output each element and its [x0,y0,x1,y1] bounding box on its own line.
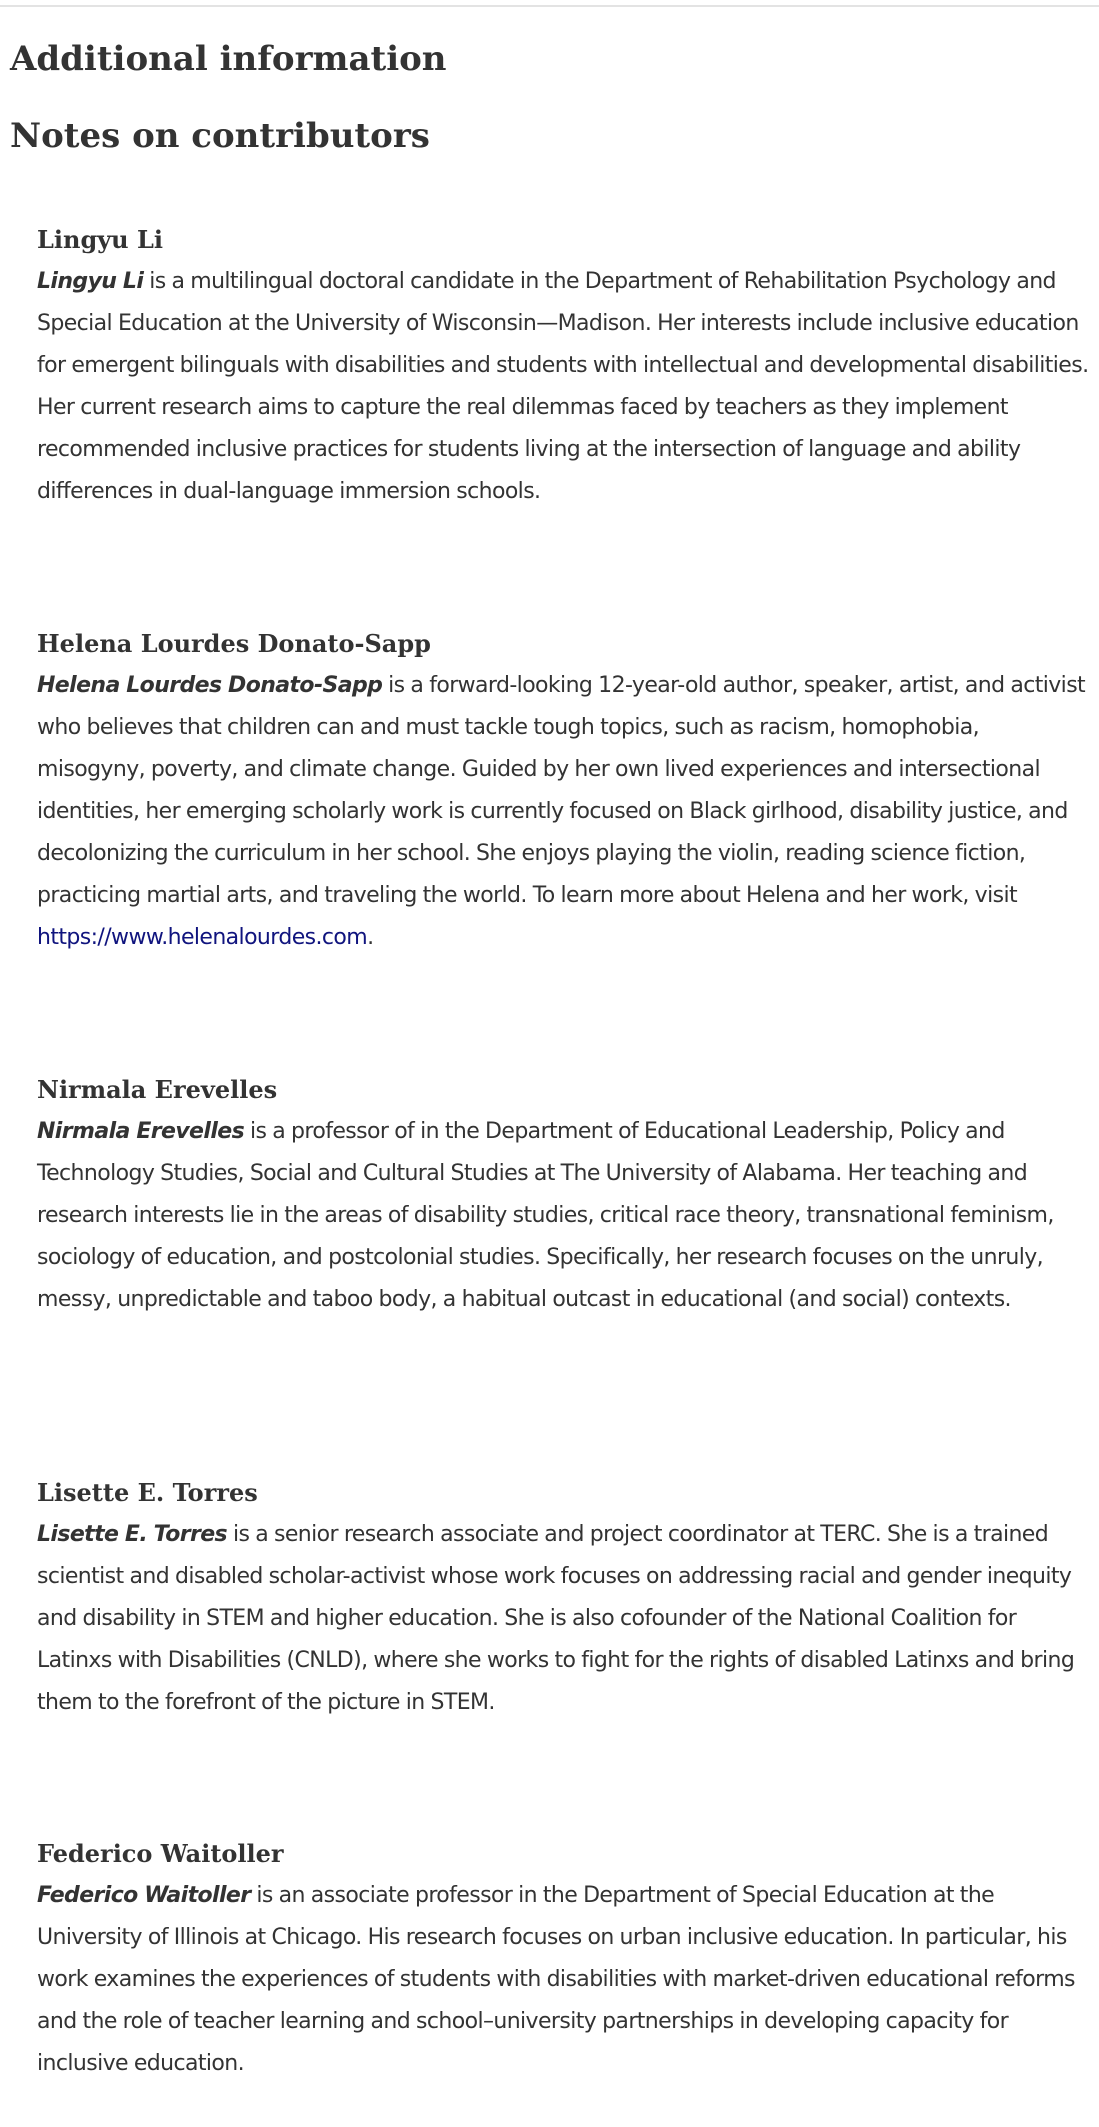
bio-text: is a senior research associate and project coordinator at TERC. She is a trained scientist and disabled scholar-activist whose work focuses on addressing racial and gender inequity and disability in STEM and higher education. She is also cofounder of the National Coalition for Latinxs with Disabilities (CNLD), where she works to fight for the rights of disabled Latinxs and bring them to the forefront of the picture in STEM. [37,1522,1075,1715]
bio-text-end: . [367,925,374,950]
additional-information-heading: Additional information [10,39,447,79]
contributor-name: Helena Lourdes Donato-Sapp [37,629,431,658]
contributor-federico-waitoller [37,1837,1089,2085]
contributor-helena-lourdes-donato-sapp [37,627,1089,959]
bio-name: Helena Lourdes Donato-Sapp [37,673,383,698]
bio-name: Federico Waitoller [37,1883,251,1908]
bio-name: Lingyu Li [37,269,144,294]
bio-name: Nirmala Erevelles [37,1119,245,1144]
contributor-bio [37,665,1089,959]
notes-on-contributors-heading: Notes on contributors [10,116,430,156]
helena-website-link[interactable]: https://www.helenalourdes.com [37,925,368,950]
contributor-name: Lisette E. Torres [37,1478,258,1507]
contributor-bio [37,1875,1089,2085]
contributor-lisette-e-torres [37,1476,1089,1724]
bio-text: is an associate professor in the Department of Special Education at the University of Illinois at Chicago. His research focuses on urban inclusive education. In particular, his work examines the experiences of students with disabilities with market-driven educational reforms and the role of teacher learning and school–university partnerships in developing capacity for inclusive education. [37,1883,1075,2076]
contributor-bio [37,1111,1089,1321]
contributor-name: Federico Waitoller [37,1839,284,1868]
bio-name: Lisette E. Torres [37,1522,228,1547]
contributor-lingyu-li [37,223,1089,513]
bio-text: is a professor of in the Department of Educational Leadership, Policy and Technology Studies, Social and Cultural Studies at The University of Alabama. Her teaching and research interests lie in the areas of disability studies, critical race theory, transnational feminism, sociology of education, and postcolonial studies. Specifically, her research focuses on the unruly, messy, unpredictable and taboo body, a habitual outcast in educational (and social) contexts. [37,1119,1054,1312]
contributor-bio [37,261,1089,513]
contributor-bio [37,1514,1089,1724]
contributor-name: Nirmala Erevelles [37,1075,278,1104]
contributor-name: Lingyu Li [37,225,163,254]
bio-text: is a multilingual doctoral candidate in the Department of Rehabilitation Psychology and Special Education at the University of Wisconsin—Madison. Her interests include inclusive education for emergent bilinguals with disabilities and students with intellectual and developmental disabilities. Her current research aims to capture the real dilemmas faced by teachers as they implement recommended inclusive practices for students living at the intersection of language and ability differences in dual-language immersion schools. [37,269,1089,504]
bio-text: is a forward-looking 12-year-old author, speaker, artist, and activist who believes that children can and must tackle tough topics, such as racism, homophobia, misogyny, poverty, and climate change. Guided by her own lived experiences and intersectional identities, her emerging scholarly work is currently focused on Black girlhood, disability justice, and decolonizing the curriculum in her school. She enjoys playing the violin, reading science fiction, practicing martial arts, and traveling the world. To learn more about Helena and her work, visit [37,673,1086,908]
top-divider [0,5,1099,7]
contributor-nirmala-erevelles [37,1073,1089,1321]
